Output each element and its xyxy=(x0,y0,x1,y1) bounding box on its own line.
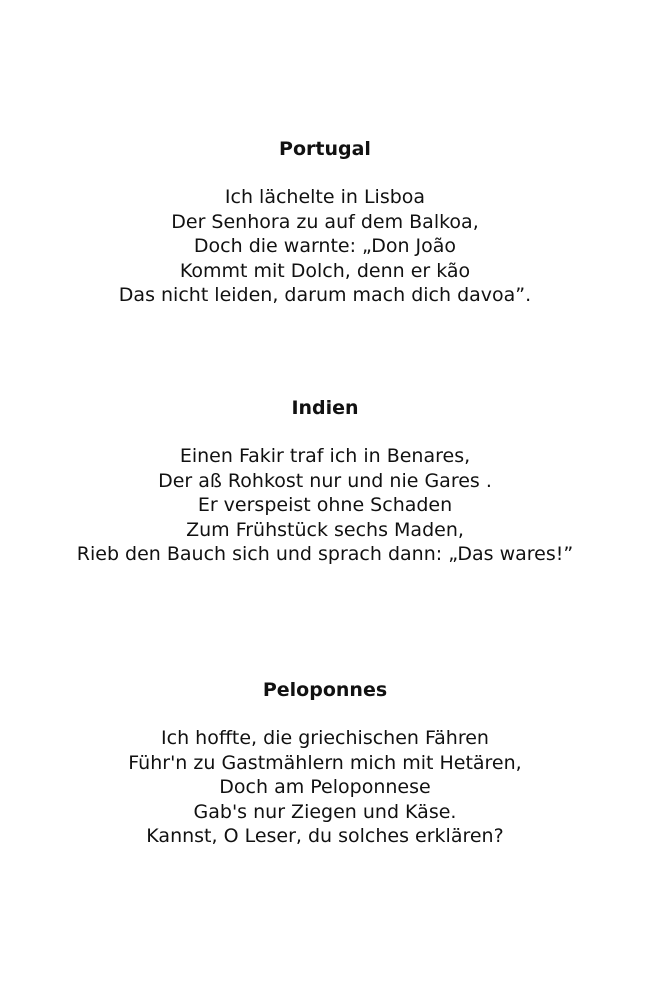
poem-line: Ich hoffte, die griechischen Fähren xyxy=(161,727,489,749)
poem-portugal xyxy=(0,137,650,308)
poem-title: Peloponnes xyxy=(262,679,388,701)
poem-title: Portugal xyxy=(279,138,371,160)
poem-line: Einen Fakir traf ich in Benares, xyxy=(179,445,471,467)
poem-indien xyxy=(0,396,650,567)
poem-line: Ich lächelte in Lisboa xyxy=(224,186,426,208)
poem-line: Führ'n zu Gastmählern mich mit Hetären, xyxy=(128,751,522,774)
poem-peloponnes xyxy=(0,678,650,849)
poem-line: Kommt mit Dolch, denn er kão xyxy=(179,259,471,282)
poem-line: Doch die warnte: „Don João xyxy=(193,235,457,257)
poem-line: Das nicht leiden, darum mach dich davoa”. xyxy=(118,284,532,306)
poem-line: Kannst, O Leser, du solches erklären? xyxy=(146,825,504,847)
poem-stanza xyxy=(0,444,650,567)
poem-line: Doch am Peloponnese xyxy=(219,776,431,798)
poem-stanza xyxy=(0,185,650,308)
poem-line: Der Senhora zu auf dem Balkoa, xyxy=(171,210,479,233)
poem-stanza xyxy=(0,726,650,849)
poem-line: Gab's nur Ziegen und Käse. xyxy=(193,800,457,823)
poem-line: Er verspeist ohne Schaden xyxy=(197,494,453,516)
poem-line: Rieb den Bauch sich und sprach dann: „Das wares!” xyxy=(76,543,574,565)
poem-line: Zum Frühstück sechs Maden, xyxy=(186,518,464,541)
poem-line: Der aß Rohkost nur und nie Gares . xyxy=(158,469,492,492)
poem-title: Indien xyxy=(291,397,359,419)
